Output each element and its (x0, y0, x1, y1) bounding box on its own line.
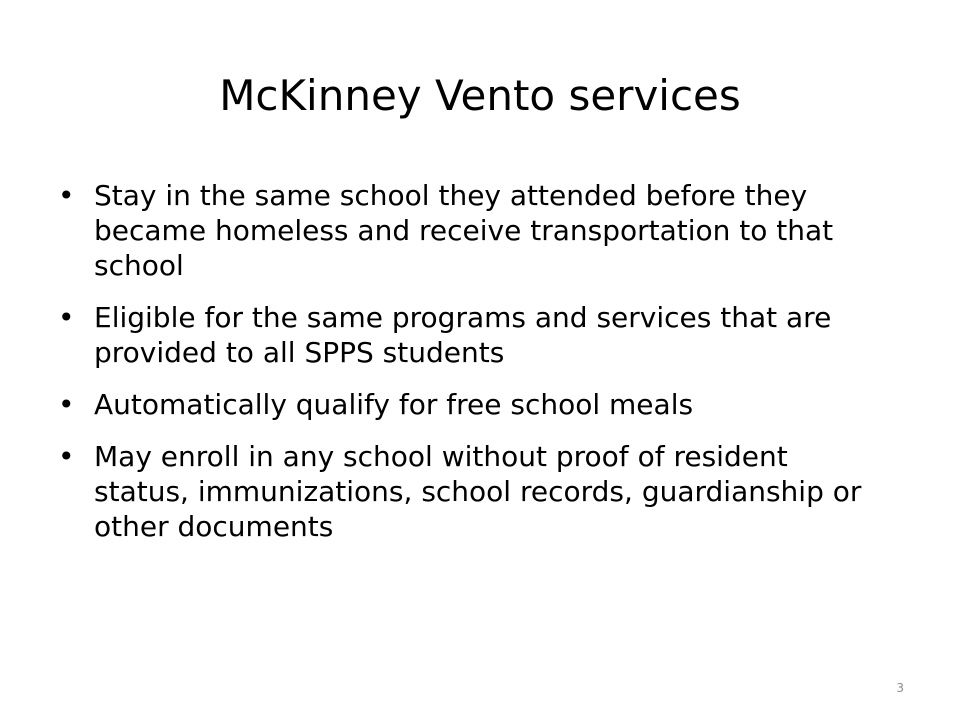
bullet-item-1 (58, 178, 878, 283)
bullet-list (58, 178, 878, 561)
bullet-text-4: May enroll in any school without proof of resident status, immunizations, school records, guardianship or other documents (94, 440, 862, 543)
bullet-icon: • (58, 301, 75, 334)
slide-title: McKinney Vento services (219, 71, 741, 120)
bullet-icon: • (58, 388, 75, 421)
bullet-item-2 (58, 300, 878, 370)
bullet-text-1: Stay in the same school they attended before they became homeless and receive transportation to that school (94, 179, 834, 282)
bullet-text-3: Automatically qualify for free school meals (94, 388, 694, 421)
bullet-icon: • (58, 179, 75, 212)
bullet-item-4 (58, 439, 878, 544)
slide-number: 3 (896, 681, 904, 695)
bullet-text-2: Eligible for the same programs and services that are provided to all SPPS students (94, 301, 832, 369)
bullet-icon: • (58, 440, 75, 473)
bullet-item-3 (58, 387, 878, 422)
